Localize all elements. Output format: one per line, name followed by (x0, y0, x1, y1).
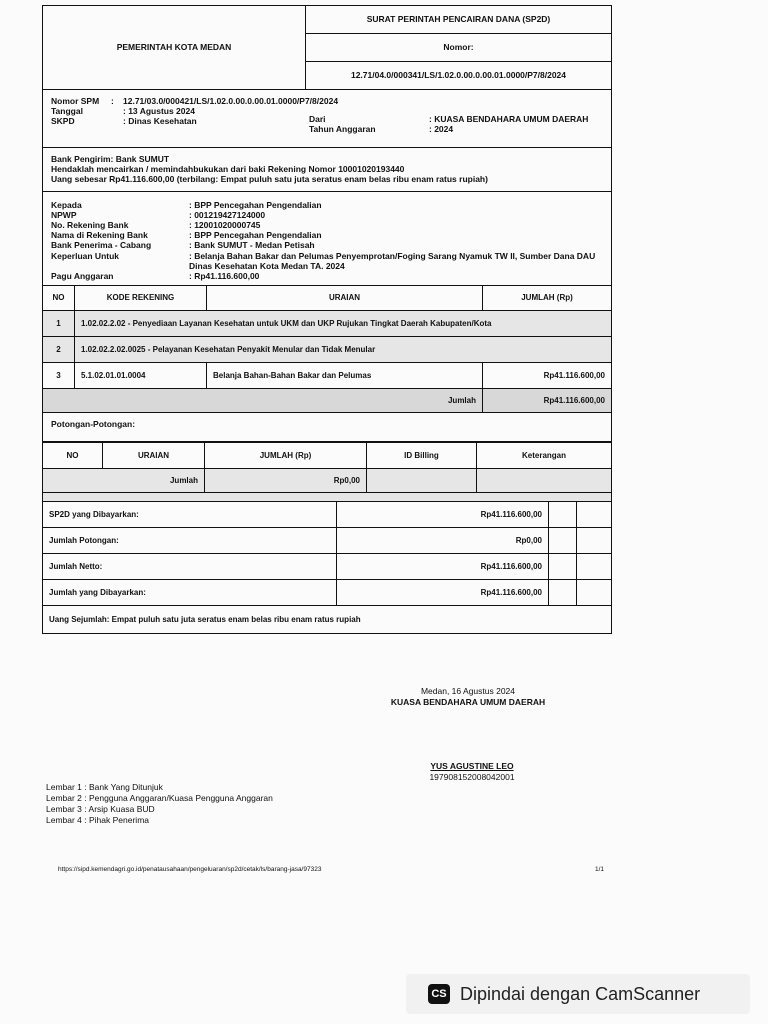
skpd-label: SKPD (51, 116, 75, 127)
skpd-value: : Dinas Kesehatan (123, 116, 197, 127)
col-jumlah: JUMLAH (Rp) (483, 286, 612, 311)
total-value: Rp41.116.600,00 (483, 389, 612, 413)
tahun-anggaran-value: : 2024 (429, 124, 454, 135)
copy-line: Lembar 4 : Pihak Penerima (46, 815, 149, 826)
budget-value: : Rp41.116.600,00 (189, 270, 260, 281)
dari-value: : KUASA BENDAHARA UMUM DAERAH (429, 114, 589, 124)
dari-label: Dari (309, 114, 326, 124)
bank-pengirim: Bank Pengirim: Bank SUMUT (51, 154, 170, 164)
nomor-value: 12.71/04.0/000341/LS/1.02.0.00.0.00.01.0000/P7/8/2024 (350, 70, 567, 81)
copy-line: Lembar 3 : Arsip Kuasa BUD (46, 804, 155, 815)
account-name-value: : BPP Pencegahan Pengendalian (189, 230, 322, 241)
npwp-label: NPWP (51, 209, 77, 220)
deductions-title: Potongan-Potongan: (42, 413, 612, 442)
expense-amount: Rp41.116.600,00 (483, 363, 612, 389)
expense-table (42, 285, 612, 413)
copy-line: Lembar 1 : Bank Yang Ditunjuk (46, 782, 163, 792)
amount-in-words: Uang Sejumlah: Empat puluh satu juta seratus enam belas ribu enam ratus rupiah (43, 606, 612, 634)
camscanner-text: Dipindai dengan CamScanner (460, 983, 701, 1004)
purpose-label: Keperluan Untuk (51, 250, 120, 261)
camscanner-logo-icon: CS (428, 984, 450, 1004)
bank-section (42, 148, 612, 192)
purpose-value: : Belanja Bahan Bakar dan Pelumas Penyemprotan/Foging Sarang Nyamuk TW II, Sumber Dana DAU Dinas Kesehatan Kota Medan TA. 2024 (189, 250, 596, 271)
page-number: 1/1 (595, 866, 605, 873)
signature-title: KUASA BENDAHARA UMUM DAERAH (390, 697, 546, 707)
total-row (43, 469, 612, 493)
summary-value: Rp41.116.600,00 (337, 554, 549, 580)
summary-label: Jumlah Netto: (43, 554, 337, 580)
bank-branch-value: : Bank SUMUT - Medan Petisah (189, 240, 315, 251)
npwp-value: : 001219427124000 (189, 209, 266, 220)
activity-text: 1.02.02.2.02.0025 - Pelayanan Kesehatan Penyakit Menular dan Tidak Menular (75, 337, 612, 363)
summary-value: Rp41.116.600,00 (337, 580, 549, 606)
row-no: 3 (43, 363, 75, 389)
summary-label: Jumlah Potongan: (43, 528, 337, 554)
summary-label: Jumlah yang Dibayarkan: (43, 580, 337, 606)
signature-place-date: Medan, 16 Agustus 2024 (420, 686, 516, 696)
nomor-spm-label: Nomor SPM (51, 96, 100, 106)
col-no: NO (43, 443, 103, 469)
account-name-label: Nama di Rekening Bank (51, 230, 148, 241)
deductions-total-value: Rp0,00 (205, 469, 367, 493)
footer-url: https://sipd.kemendagri.go.id/penatausahaan/pengeluaran/sp2d/cetak/ls/barang-jasa/97323 (58, 866, 322, 873)
account-number-label: No. Rekening Bank (51, 219, 129, 230)
budget-label: Pagu Anggaran (51, 270, 114, 281)
nomor-label: Nomor: (306, 34, 611, 62)
recipient-label: Kepada (51, 199, 82, 210)
nomor-spm-value: 12.71/03.0/000421/LS/1.02.0.00.0.00.01.0000/P7/8/2024 (123, 96, 339, 106)
program-text: 1.02.02.2.02 - Penyediaan Layanan Kesehatan untuk UKM dan UKP Rujukan Tingkat Daerah Kabupaten/Kota (75, 311, 612, 337)
table-row (43, 311, 612, 337)
row-no: 2 (43, 337, 75, 363)
document-header (42, 5, 612, 90)
terbilang-row (43, 606, 612, 634)
col-uraian: URAIAN (207, 286, 483, 311)
recipient-value: : BPP Pencegahan Pengendalian (189, 199, 322, 210)
account-code: 5.1.02.01.01.0004 (75, 363, 207, 389)
summary-value: Rp0,00 (337, 528, 549, 554)
summary-row (43, 554, 612, 580)
bank-branch-label: Bank Penerima - Cabang (51, 240, 152, 251)
summary-label: SP2D yang Dibayarkan: (43, 502, 337, 528)
instruction-line: Hendaklah mencairkan / memindahbukukan dari baki Rekening Nomor 10001020193440 (51, 164, 405, 175)
summary-table (42, 501, 612, 634)
col-uraian: URAIAN (103, 443, 205, 469)
col-kode-rekening: KODE REKENING (75, 286, 207, 311)
col-keterangan: Keterangan (477, 443, 612, 469)
account-number-value: : 12001020000745 (189, 219, 261, 230)
tanggal-value: : 13 Agustus 2024 (123, 106, 195, 117)
sp2d-document (42, 5, 612, 634)
summary-row (43, 502, 612, 528)
deductions-table (42, 442, 612, 493)
tanggal-label: Tanggal (51, 106, 83, 117)
tahun-anggaran-label: Tahun Anggaran (309, 124, 376, 135)
expense-description: Belanja Bahan-Bahan Bakar dan Pelumas (207, 363, 483, 389)
summary-value: Rp41.116.600,00 (337, 502, 549, 528)
col-id-billing: ID Billing (367, 443, 477, 469)
signatory-nip: 197908152008042001 (429, 772, 515, 782)
camscanner-watermark (406, 974, 750, 1014)
table-row (43, 363, 612, 389)
total-row (43, 389, 612, 413)
col-jumlah: JUMLAH (Rp) (205, 443, 367, 469)
row-no: 1 (43, 311, 75, 337)
deductions-total-label: Jumlah (43, 469, 205, 493)
spm-section: Nomor SPM : 12.71/03.0/000421/LS/1.02.0.00.0.00.01.0000/P7/8/2024 Tanggal : 13 Agustus 2024 SKPD : Dinas Kesehatan Dari : KUASA BENDAHARA UMUM DAERAH Tahun Anggaran : 2024 (42, 90, 612, 148)
col-no: NO (43, 286, 75, 311)
total-label: Jumlah (43, 389, 483, 413)
table-row (43, 337, 612, 363)
summary-row (43, 580, 612, 606)
copy-distribution (46, 782, 273, 826)
amount-line: Uang sebesar Rp41.116.600,00 (terbilang: Empat puluh satu juta seratus enam belas ribu enam ratus rupiah) (51, 174, 488, 185)
signatory-name: YUS AGUSTINE LEO (430, 761, 514, 771)
issuer-title: PEMERINTAH KOTA MEDAN (43, 6, 306, 89)
summary-row (43, 528, 612, 554)
document-title: SURAT PERINTAH PENCAIRAN DANA (SP2D) (306, 6, 611, 34)
divider (42, 493, 612, 501)
copy-line: Lembar 2 : Pengguna Anggaran/Kuasa Pengguna Anggaran (46, 793, 273, 804)
recipient-section (42, 192, 612, 287)
